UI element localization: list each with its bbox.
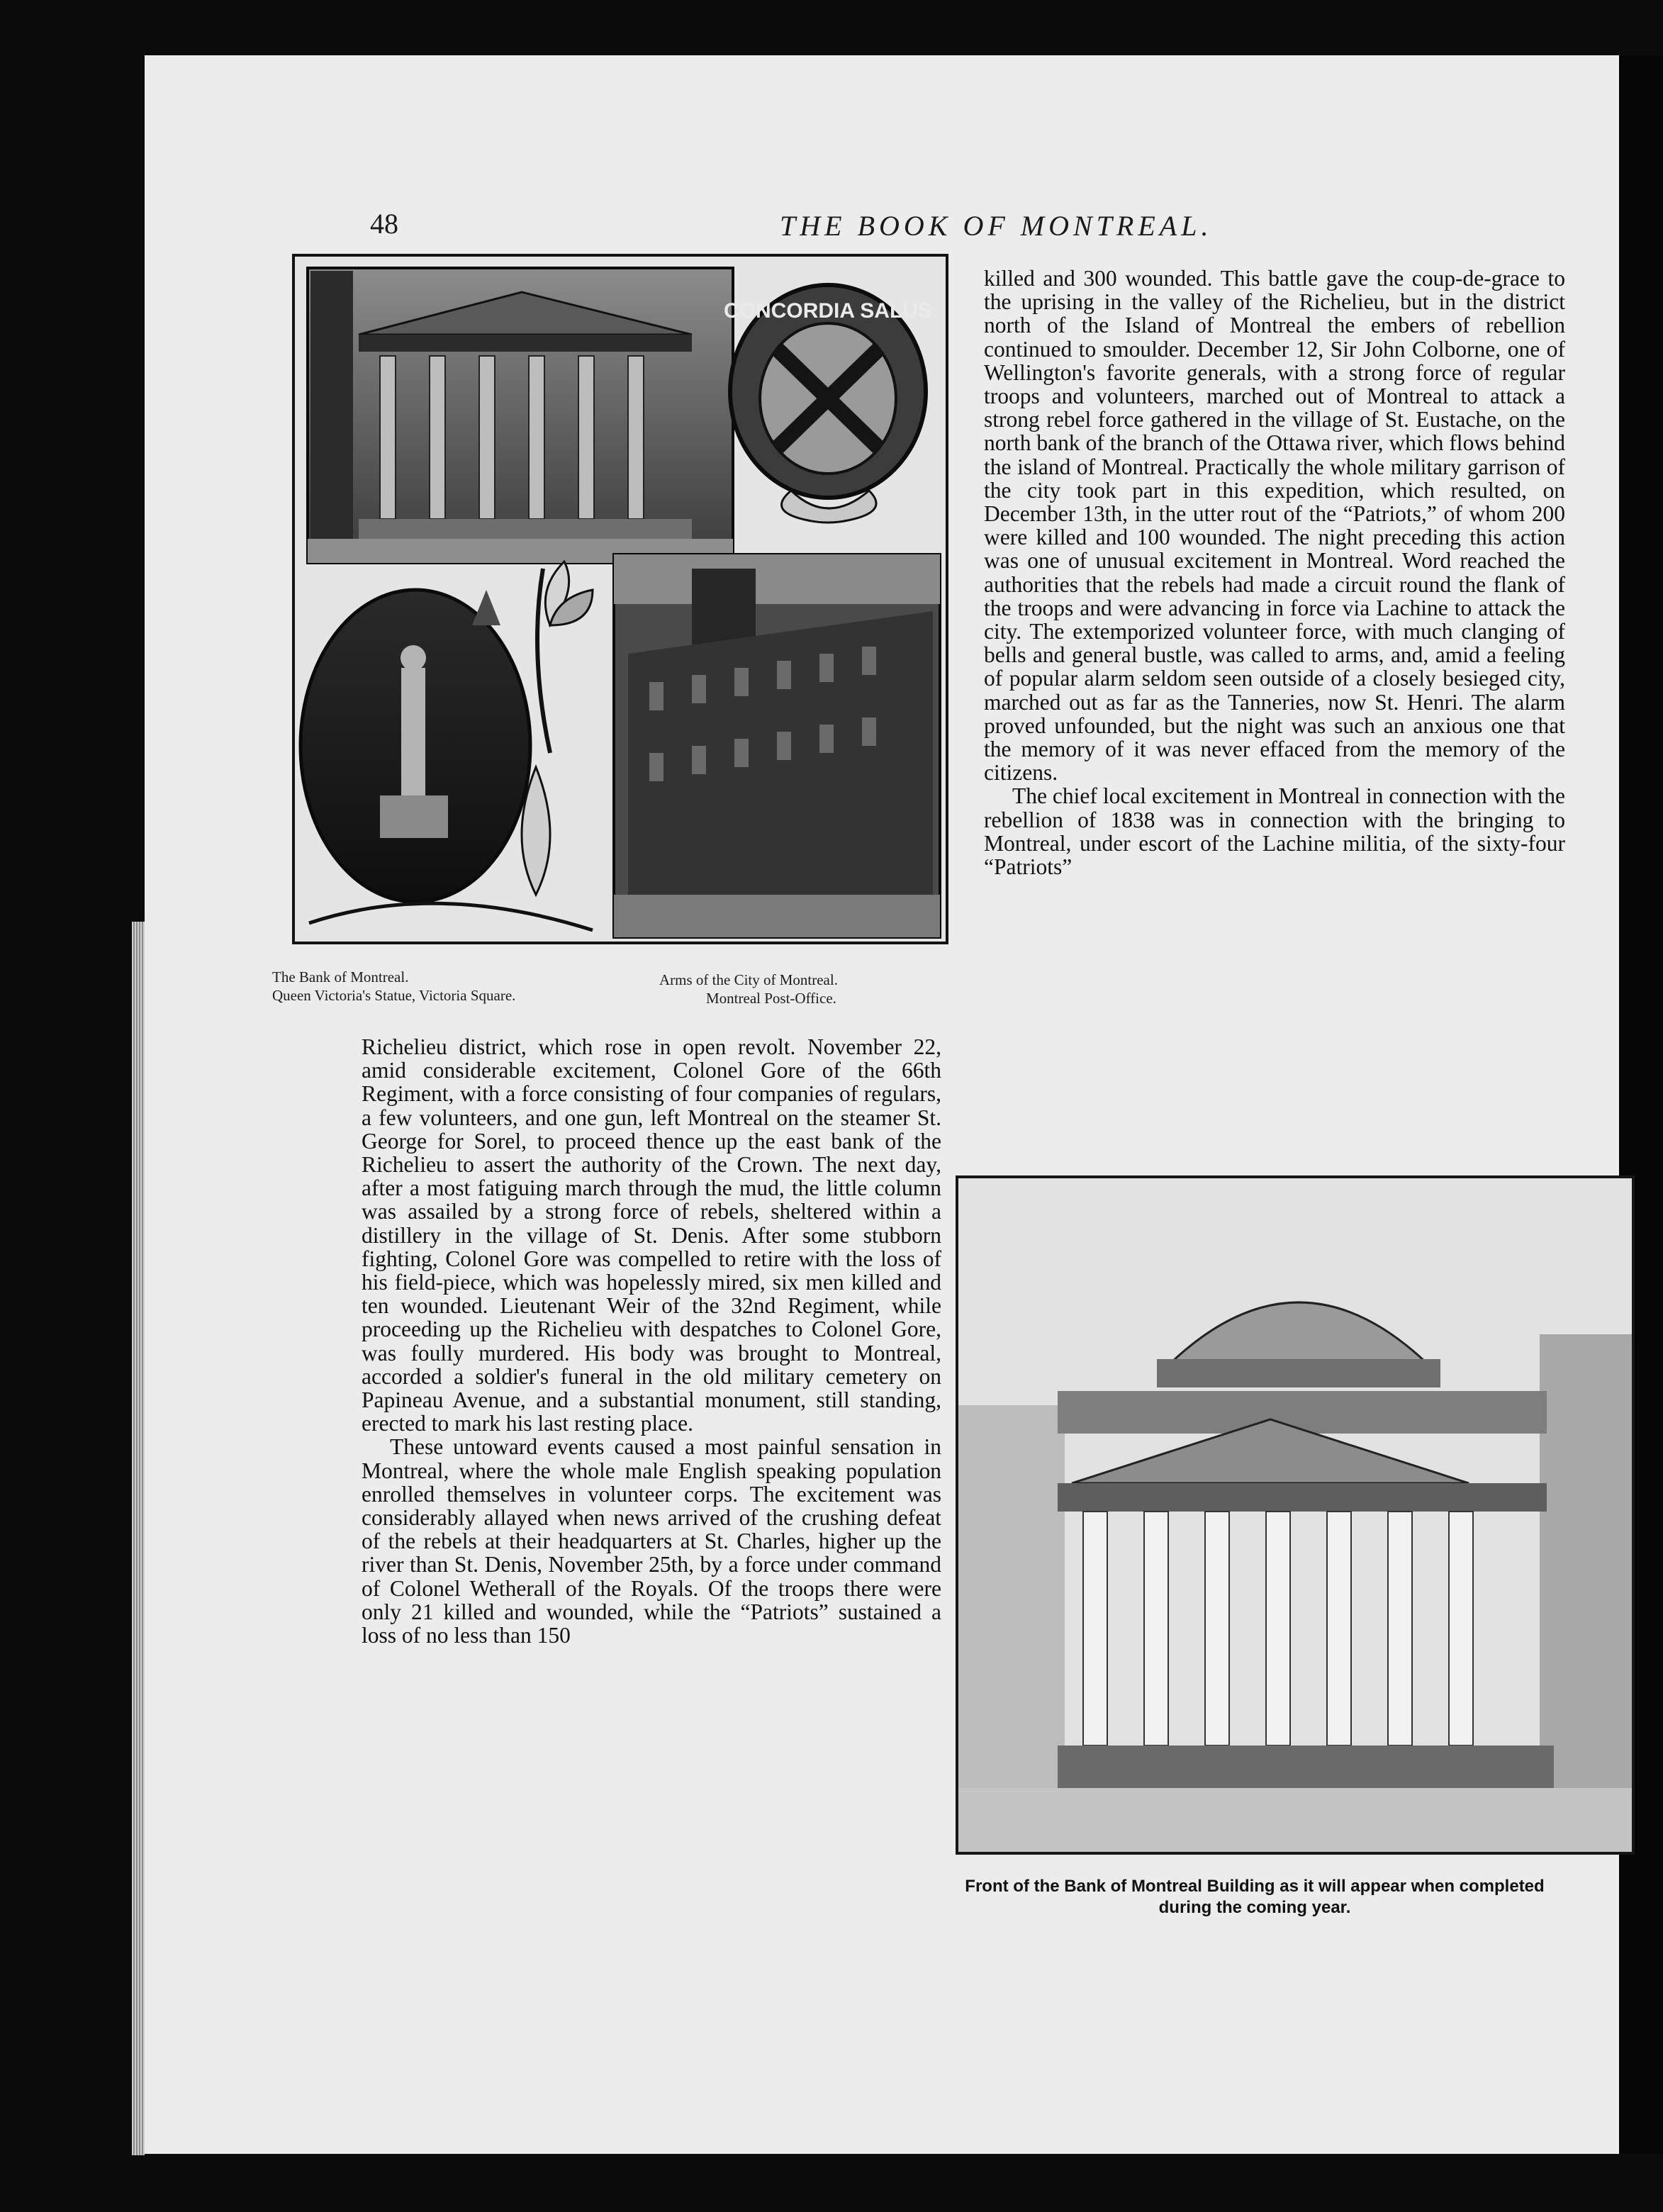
- running-title: THE BOOK OF MONTREAL.: [780, 210, 1213, 242]
- right-paragraph-1: killed and 300 wounded. This battle gave the coup-de-grace to the uprising in the valley of the Richelieu, but in the district north of the Island of Montreal the embers of rebellion continued to smoulder. December 12, Sir John Colborne, one of Wellington's favorite generals, with a strong force of regular troops and volunteers, marched out of Montreal to attack a strong rebel force gathered in the village of St. Eustache, on the north bank of the branch of the Ottawa river, which flows behind the island of Montreal. Practically the whole military garrison of the city took part in this expedition, which resulted, on December 13th, in the utter rout of the “Patriots,” of whom 200 were killed and 100 wounded. The night preceding this action was one of unusual excitement in Montreal. Word reached the authorities that the rebels had made a circuit round the flank of the troops and were advancing in force via Lachine to attack the city. The extemporized volunteer force, with much clanging of bells and general bustle, was called to arms, and, amid a feeling of popular alarm seldom seen outside of a closely besieged city, marched out as far as the Tanneries, now St. Henri. The alarm proved unfounded, but the night was such an anxious one that the memory of it was never effaced from the memory of the citizens.: [984, 266, 1565, 786]
- caption-arms: Arms of the City of Montreal.: [659, 971, 838, 988]
- left-paragraph-2: These untoward events caused a most painful sensation in Montreal, where the whole male English speaking population enrolled themselves in volunteer corps. The excitement was considerably allayed when news arrived of the crushing defeat of the rebels at their headquarters at St. Charles, higher up the river than St. Denis, November 25th, by a force under command of Colonel Wetherall of the Royals. Of the troops there were only 21 killed and wounded, while the “Patriots” sustained a loss of no less than 150: [362, 1434, 941, 1648]
- city-arms-emblem: [724, 285, 932, 523]
- queen-victoria-statue-illustration: [301, 590, 530, 902]
- bank-of-montreal-illustration: [308, 268, 733, 563]
- caption-post-office: Montreal Post-Office.: [706, 990, 836, 1007]
- illustration-collage: [292, 254, 948, 944]
- collage-artwork: [295, 257, 946, 942]
- right-text-column: [984, 267, 1565, 878]
- right-paragraph-2: The chief local excitement in Montreal in connection with the rebellion of 1838 was in connection with the bringing to Montreal, under escort of the Lachine militia, of the sixty-four “Patriots”: [984, 783, 1565, 880]
- montreal-post-office-illustration: [614, 554, 940, 937]
- left-text-column: [362, 1035, 941, 1647]
- caption-bank: The Bank of Montreal.: [272, 968, 409, 985]
- page-stack-edge: [132, 922, 145, 2155]
- bank-building-photo: [956, 1175, 1635, 1855]
- motto-text: CONCORDIA SALUS: [724, 299, 932, 323]
- left-paragraph-1: Richelieu district, which rose in open revolt. November 22, amid considerable excitement, Colonel Gore of the 66th Regiment, with a force consisting of four companies of regulars, a few volunteers, and one gun, left Montreal on the steamer St. George for Sorel, to proceed thence up the east bank of the Richelieu to assert the authority of the Crown. The next day, after a most fatiguing march through the mud, the little column was assailed by a strong force of rebels, sheltered within a distillery in the village of St. Denis. After some stubborn fighting, Colonel Gore was compelled to retire with the loss of his field-piece, which was hopelessly mired, six men killed and ten wounded. Lieutenant Weir of the 32nd Regiment, while proceeding up the Richelieu with despatches to Colonel Gore, was foully murdered. His body was brought to Montreal, accorded a soldier's funeral in the old military cemetery on Papineau Avenue, and a substantial monument, still standing, erected to mark his last resting place.: [362, 1034, 941, 1436]
- caption-statue: Queen Victoria's Statue, Victoria Square.: [272, 987, 516, 1004]
- bank-building-caption: Front of the Bank of Montreal Building as it will appear when completed during the coming year.: [965, 1877, 1545, 1917]
- bank-building-artwork: [958, 1178, 1632, 1852]
- page-number: 48: [370, 208, 398, 240]
